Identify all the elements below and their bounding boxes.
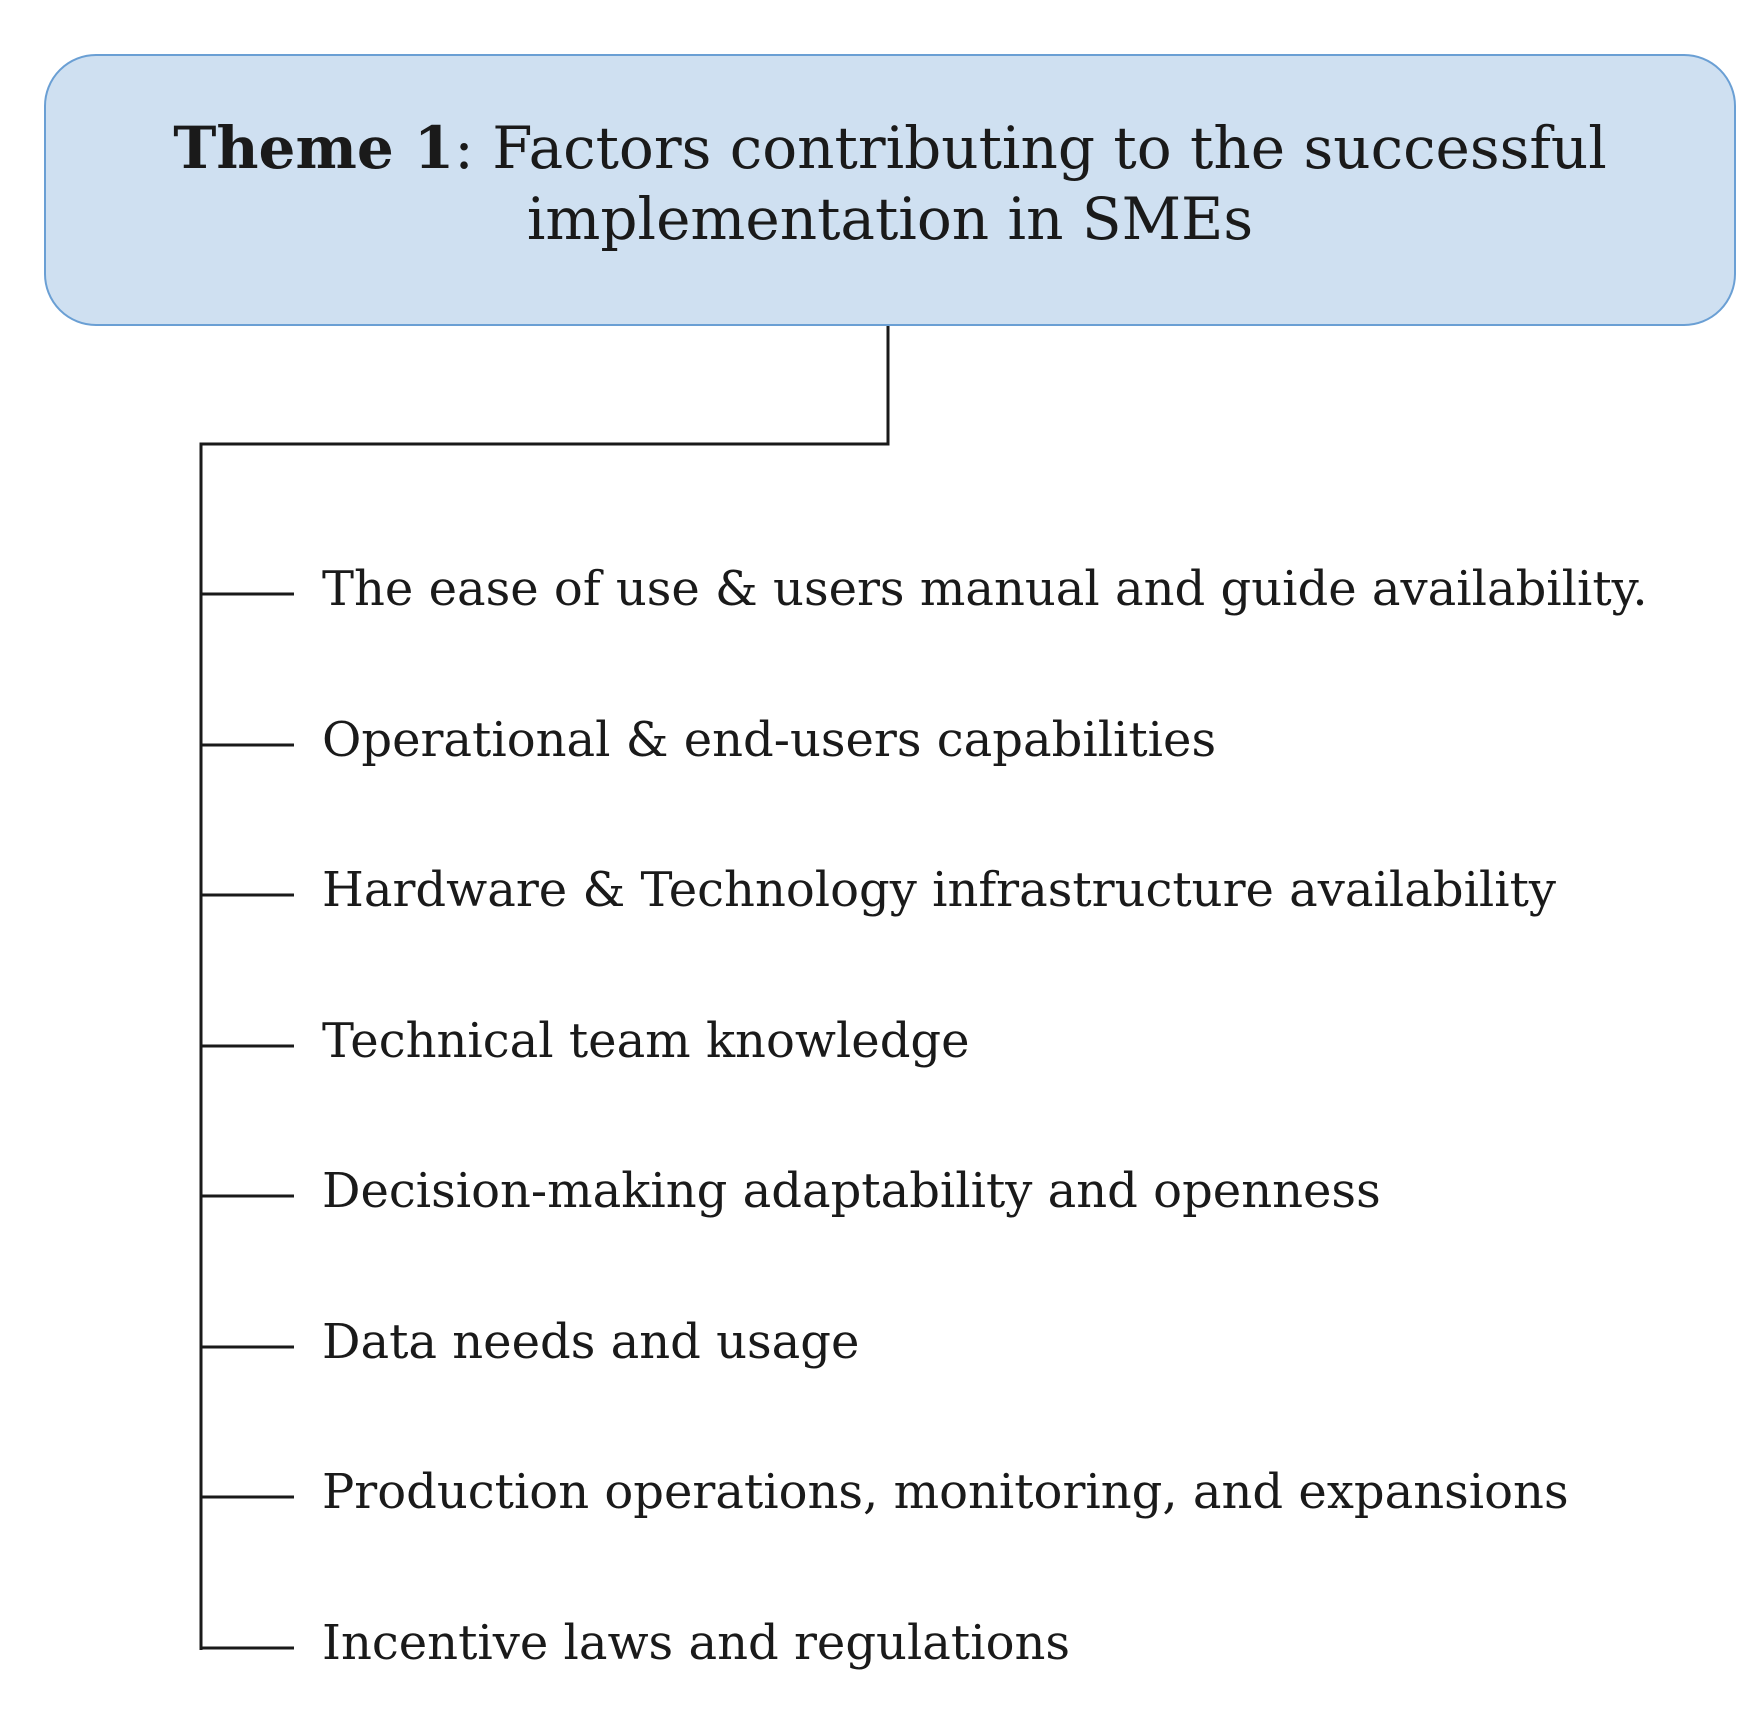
factor-item: Hardware & Technology infrastructure availability: [322, 862, 1557, 918]
factor-item: Data needs and usage: [322, 1314, 860, 1370]
theme-title-bold: Theme 1: [173, 114, 455, 182]
factor-item: Production operations, monitoring, and expansions: [322, 1464, 1569, 1520]
factor-item: Incentive laws and regulations: [322, 1615, 1071, 1671]
factor-item: Operational & end-users capabilities: [322, 712, 1217, 768]
factor-item: The ease of use & users manual and guide availability.: [322, 561, 1648, 617]
trunk-connector-line: [201, 326, 888, 1650]
factor-item: Decision-making adaptability and openness: [322, 1163, 1381, 1219]
theme-title-line2: implementation in SMEs: [526, 185, 1254, 253]
factor-item: Technical team knowledge: [322, 1013, 970, 1069]
theme-title-rest: : Factors contributing to the successful: [454, 114, 1607, 182]
